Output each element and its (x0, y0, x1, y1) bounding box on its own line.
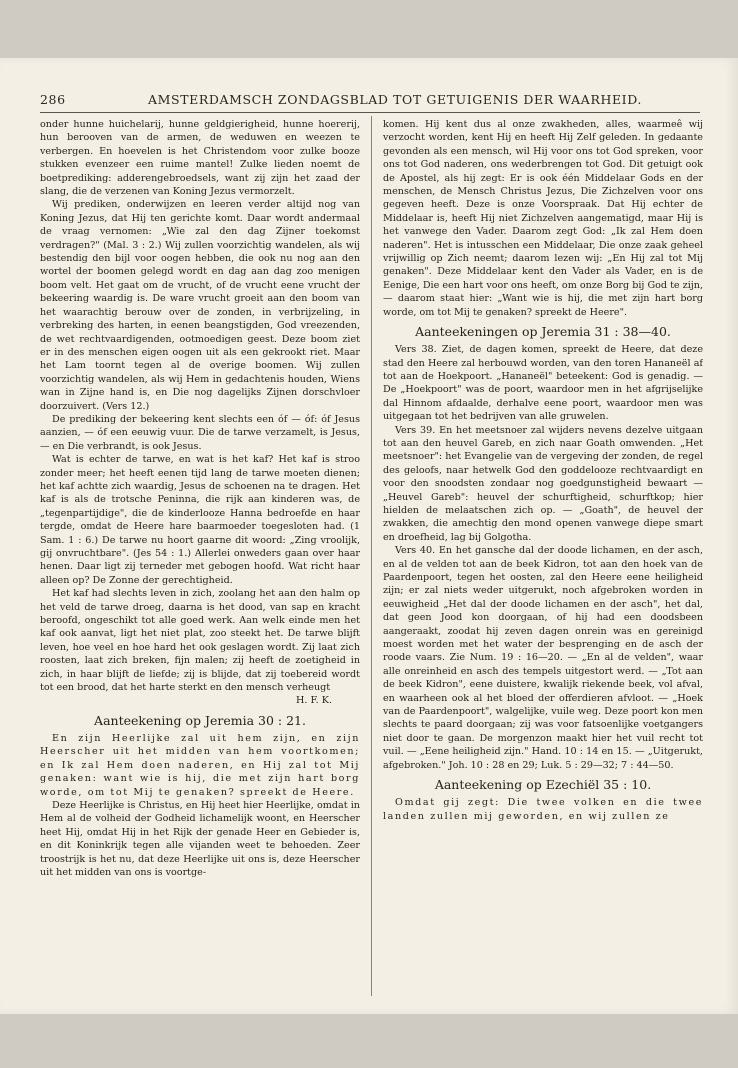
page-number: 286 (40, 92, 66, 107)
page-header (40, 92, 700, 108)
paragraph: Wij prediken, onderwijzen en leeren verder altijd nog van Koning Jezus, dat Hij ten gerichte komt. Daar wordt andermaal de vraag vernomen: „Wie zal den dag Zijner toekomst verdragen?" (Mal. 3 : 2.) Wij zullen voorzichtig wandelen, als wij bestendig den bijl voor oogen hebben, die ook nu nog aan den wortel der boomen gelegd wordt en dag aan dag zoo menigen boom velt. Het gaat om de vrucht, of de vrucht eene vrucht der bekeering waardig is. De ware vrucht groeit aan den boom van het waarachtig berouw over de zonden, in verbrijzeling, in verbreking des harten, in eenen beangstigden, God vreezenden, de wet rechtvaardigenden, ootmoedigen geest. Deze boom ziet er in des menschen eigen oogen uit als een gekrookt riet. Maar het Lam toornt tegen al de overige boomen. Wij zullen voorzichtig wandelen, als wij Hem in gedachtenis houden, Wiens wan in Zijne hand is, en Die nog dagelijks Zijnen dorschvloer doorzuivert. (Vers 12.) (40, 199, 360, 412)
newspaper-page (0, 58, 738, 1014)
section-heading: Aanteekening op Ezechiël 35 : 10. (434, 777, 652, 793)
paragraph: komen. Hij kent dus al onze zwakheden, alles, waarmeê wij verzocht worden, kent Hij en heeft Hij Zelf geleden. In gedaante gevonden als een mensch, wil Hij voor ons tot God spreken, voor ons tot God naderen, ons wederbrengen tot God. Dit getuigt ook de Apostel, als hij zegt: Er is ook één Middelaar Gods en der menschen, de Mensch Christus Jezus, Die Zichzelven voor ons gegeven heeft. Deze is onze Voorspraak. Dat Hij echter de Middelaar is, heeft Hij niet Zichzelven aangematigd, maar Hij is het vanwege den Vader. Daarom zegt God: „Ik zal Hem doen naderen". Het is intusschen een Middelaar, Die onze zaak geheel vrijwillig op Zich neemt; daarom lezen wij: „En Hij zal tot Mij genaken". Deze Middelaar kent den Vader als Vader, en is de Eenige, Die een hart voor ons heeft, om onze Borg bij God te zijn, — daarom staat hier: „Want wie is hij, die met zijn hart borg worde, om tot Mij te genaken? spreekt de Heere". (383, 119, 703, 318)
scripture-quote: En zijn Heerlijke zal uit hem zijn, en zijn Heerscher uit het midden van hem voortkomen; en Ik zal Hem doen naderen, en Hij zal tot Mij genaken: want wie is hij, die met zijn hart borg worde, om tot Mij te genaken? spreekt de Heere. (40, 732, 360, 798)
header-rule (40, 112, 700, 113)
section-heading: Aanteekening op Jeremia 30 : 21. (94, 712, 306, 728)
paragraph: Wat is echter de tarwe, en wat is het kaf? Het kaf is stroo zonder meer; het heeft eenen tijd lang de tarwe moeten dienen; het kaf achtte zich waardig, Jesus de schoenen na te dragen. Het kaf is als de trotsche Peninna, die rijk aan kinderen was, de „tegenpartijdige", die de kinderlooze Hanna bedroefde en haar tergde, omdat de Heere hare baarmoeder toegesloten had. (1 Sam. 1 : 6.) De tarwe nu hoort gaarne dit woord: „Zing vroolijk, gij onvruchtbare". (Jes 54 : 1.) Allerlei onweders gaan over haar henen. Daar ligt zij terneder met gebogen hoofd. Wat richt haar alleen op? De Zonne der gerechtigheid. (40, 454, 360, 586)
left-column (40, 118, 360, 993)
paragraph: Deze Heerlijke is Christus, en Hij heet hier Heerlijke, omdat in Hem al de volheid der Godheid lichamelijk woont, en Heerscher heet Hij, omdat Hij in het Rijk der genade Heer en Gebieder is, en dit Koninkrijk tegen alle vijanden weet te behoeden. Zeer troostrijk is het nu, dat deze Heerlijke uit ons is, deze Heerscher uit het midden van ons is voortge- (40, 799, 360, 878)
column-divider (371, 116, 372, 996)
paragraph: Vers 38. Ziet, de dagen komen, spreekt de Heere, dat deze stad den Heere zal herbouwd worden, van den toren Hananeël af tot aan de Hoekpoort. „Hananeël" beteekent: God is genadig. — De „Hoekpoort" was de poort, waardoor men in het afgrijselijke dal Hinnom afdaalde, derhalve eene poort, waardoor men was uitgegaan tot het bedrijven van alle gruwelen. (383, 344, 703, 423)
scripture-quote: Omdat gij zegt: Die twee volken en die twee landen zullen mij geworden, en wij zullen ze (383, 797, 703, 822)
paragraph: Het kaf had slechts leven in zich, zoolang het aan den halm op het veld de tarwe droeg, daarna is het dood, van sap en kracht beroofd, ongeschikt tot alle goed werk. Aan welk einde men het kaf ook aanvat, ligt het niet plat, zoo steekt het. De tarwe blijft leven, hoe veel en hoe hard het ook geslagen wordt. Zij laat zich roosten, laat zich breken, fijn malen; zij heeft de zoetigheid in zich, in haar blijft de liefde; zij is blijde, dat zij toebereid wordt tot een brood, dat het harte sterkt en den mensch verheugt (40, 588, 360, 694)
paragraph: onder hunne huichelarij, hunne geldgierigheid, hunne hoererij, hun berooven van de armen, de weduwen en weezen te verbergen. En hoevelen is het Christendom voor zulke booze stukken evenzeer een ruime mantel! Zulke lieden noemt de boetprediking: adderengebroedsels, want zij zijn het zaad der slang, die de verzenen van Koning Jezus vermorzelt. (40, 119, 360, 198)
paragraph: De prediking der bekeering kent slechts een óf — óf: óf Jesus aanzien, — óf een eeuwig vuur. Die de tarwe verzamelt, is Jesus, — en Die verbrandt, is ook Jesus. (40, 413, 360, 452)
section-heading: Aanteekeningen op Jeremia 31 : 38—40. (415, 324, 671, 340)
right-column (383, 118, 703, 993)
paragraph: Vers 39. En het meetsnoer zal wijders nevens dezelve uitgaan tot aan den heuvel Gareb, en zich naar Goath omwenden. „Het meetsnoer": het Evangelie van de vergeving der zonden, de regel des geloofs, naar hetwelk God den goddelooze rechtvaardigt en voor den snoodsten zondaar nog goedgunstigheid bewaart — „Heuvel Gareb": heuvel der schurftigheid, schurftkop; hier hielden de melaatschen zich op. — „Goath", de heuvel der zwakken, die amechtig den mond openen vanwege diepe smart en droefheid, lag bij Golgotha. (383, 424, 703, 543)
author-signature: H. F. K. (296, 695, 332, 707)
paragraph: Vers 40. En het gansche dal der doode lichamen, en der asch, en al de velden tot aan de beek Kidron, tot aan den hoek van de Paardenpoort, tegen het oosten, zal den Heere eene heiligheid zijn; er zal niets weder uitgerukt, noch afgebroken worden in eeuwigheid „Het dal der doode lichamen en der asch", het dal, dat geen Jood kon doorgaan, of hij had een doodsbeen aangeraakt, zoodat hij zeven dagen onrein was en gereinigd moest worden met het water der besprenging en de asch der roode vaars. Zie Num. 19 : 16—20. — „En al de velden", waar alle onreinheid en asch des tempels uitgestort werd. — „Tot aan de beek Kidron", eene duistere, kwalijk riekende beek, vol afval, en waarheen ook al het bloed der offerdieren afvloot. — „Hoek van de Paardenpoort", walgelijke, vuile weg. Deze poort kon men slechts te paard doorgaan; zij was voor fatsoenlijke voetgangers niet door te gaan. De morgenzon maakt hier het vuil recht tot vuil. — „Eene heiligheid zijn." Hand. 10 : 14 en 15. — „Uitgerukt, afgebroken." Joh. 10 : 28 en 29; Luk. 5 : 29—32; 7 : 44—50. (383, 545, 703, 771)
running-title: AMSTERDAMSCH ZONDAGSBLAD TOT GETUIGENIS DER WAARHEID. (148, 92, 642, 107)
